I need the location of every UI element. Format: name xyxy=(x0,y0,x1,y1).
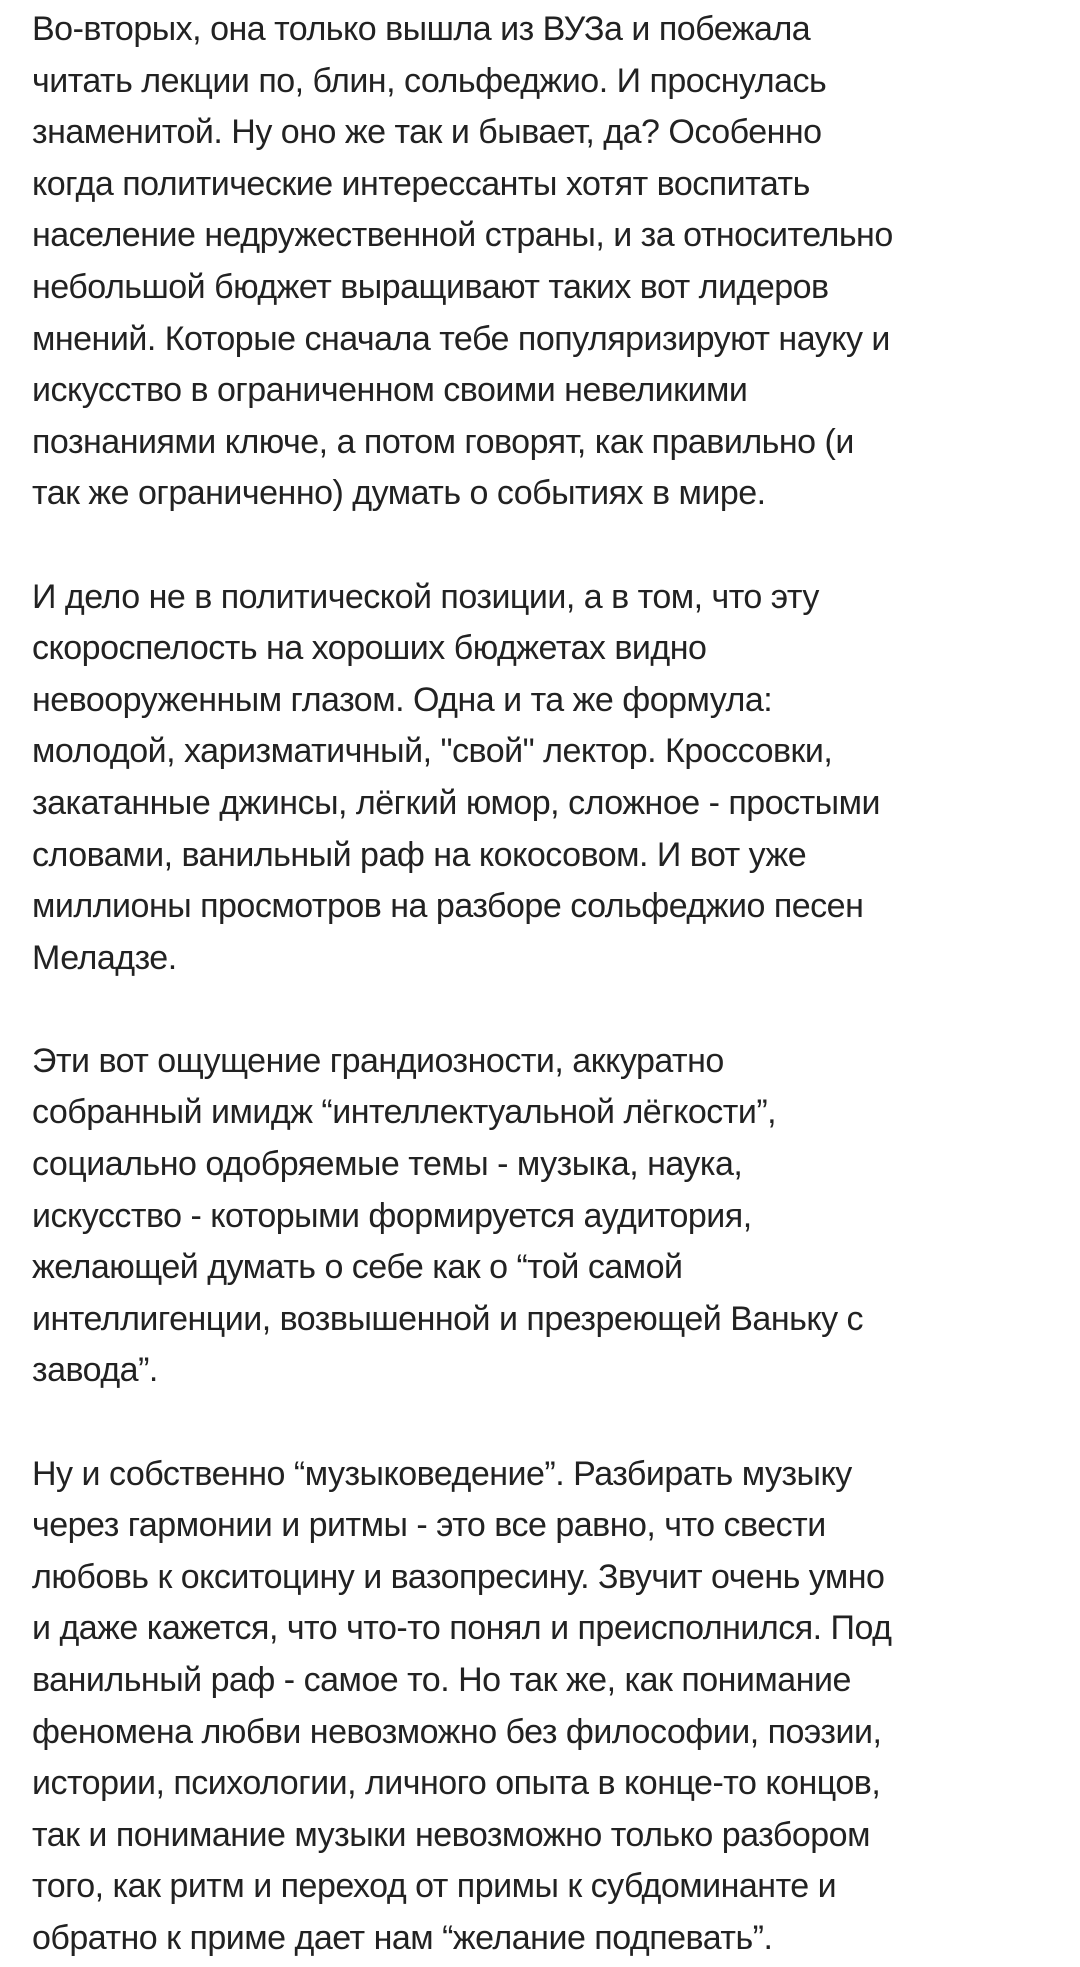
post-body xyxy=(32,4,1064,1965)
paragraph-4: Ну и собственно “музыковедение”. Разбирать музыку через гармонии и ритмы - это все равно, что свести любовь к окситоцину и вазопресину. Звучит очень умно и даже кажется, что что-то понял и преисполнился. Под ванильный раф - самое то. Но так же, как понимание феномена любви невозможно без философии, поэзии, истории, психологии, личного опыта в конце-то концов, так и понимание музыки невозможно только разбором того, как ритм и переход от примы к субдоминанте и обратно к приме дает нам “желание подпевать”. xyxy=(32,1454,892,1957)
paragraph-1: Во-вторых, она только вышла из ВУЗа и побежала читать лекции по, блин, сольфеджио. И проснулась знаменитой. Ну оно же так и бывает, да? Особенно когда политические интерессанты хотят воспитать население недружественной страны, и за относительно небольшой бюджет выращивают таких вот лидеров мнений. Которые сначала тебе популяризируют науку и искусство в ограниченном своими невеликими познаниями ключе, а потом говорят, как правильно (и так же ограниченно) думать о событиях в мире. xyxy=(32,10,893,513)
paragraph-3: Эти вот ощущение грандиозности, аккуратно собранный имидж “интеллектуальной лёгкости”, социально одобряемые темы - музыка, наука, искусство - которыми формируется аудитория, желающей думать о себе как о “той самой интеллигенции, возвышенной и презреющей Ваньку с завода”. xyxy=(32,1041,864,1390)
paragraph-2: И дело не в политической позиции, а в том, что эту скороспелость на хороших бюджетах видно невооруженным глазом. Одна и та же формула: молодой, харизматичный, "свой" лектор. Кроссовки, закатанные джинсы, лёгкий юмор, сложное - простыми словами, ванильный раф на кокосовом. И вот уже миллионы просмотров на разборе сольфеджио песен Меладзе. xyxy=(32,577,880,977)
